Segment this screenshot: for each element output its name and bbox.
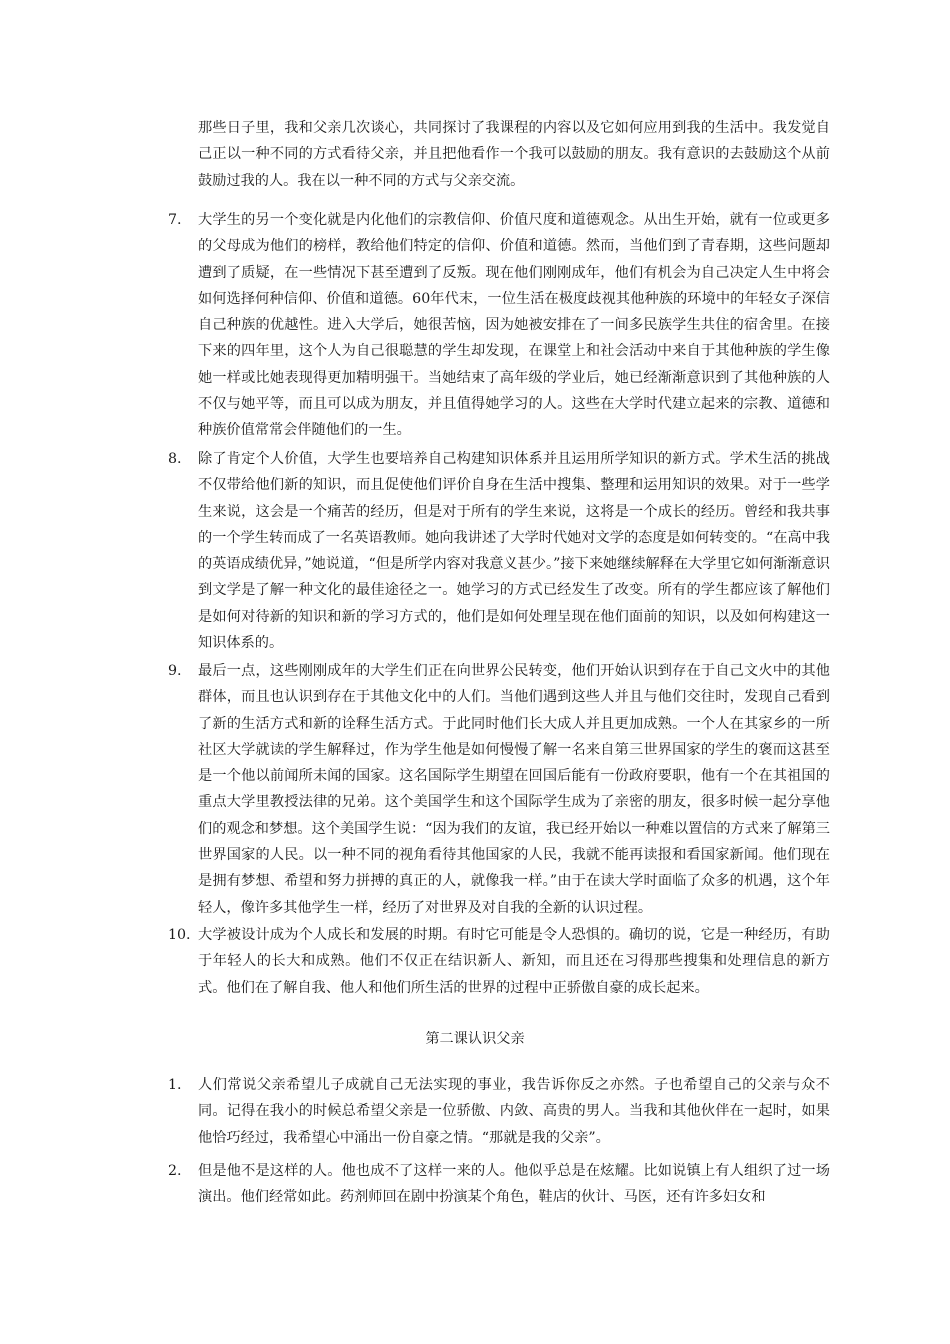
paragraph-number: 7. xyxy=(168,212,182,228)
paragraph-text: 人们常说父亲希望儿子成就自己无法实现的事业，我告诉你反之亦然。子也希望自己的父亲与众不同。记得在我小的时候总希望父亲是一位骄傲、内敛、高贵的男人。当我和其他伙伴在一起时，如果他恰巧经过，我希望心中涌出一份自豪之情。“那就是我的父亲”。 xyxy=(198,1077,830,1146)
paragraph-text: 大学生的另一个变化就是内化他们的宗教信仰、价值尺度和道德观念。从出生开始，就有一位或更多的父母成为他们的榜样，教给他们特定的信仰、价值和道德。然而，当他们到了青春期，这些问题却遭到了质疑，在一些情况下甚至遭到了反叛。现在他们刚刚成年，他们有机会为自己决定人生中将会如何选择何种信仰、价值和道德。60年代末，一位生活在极度歧视其他种族的环境中的年轻女子深信自己种族的优越性。进入大学后，她很苦恼，因为她被安排在了一间多民族学生共住的宿舍里。在接下来的四年里，这个人为自己很聪慧的学生却发现，在课堂上和社会活动中来自于其他种族的学生像她一样或比她表现得更加精明强干。当她结束了高年级的学业后，她已经渐渐意识到了其他种族的人不仅与她平等，而且可以成为朋友，并且值得她学习的人。这些在大学时代建立起来的宗教、道德和种族价值常常会伴随他们的一生。 xyxy=(198,212,830,439)
paragraph-number: 8. xyxy=(168,451,182,467)
paragraph-9 xyxy=(170,658,830,921)
paragraph-number: 2. xyxy=(168,1163,182,1179)
paragraph-number: 1. xyxy=(168,1077,182,1093)
paragraph-text: 除了肯定个人价值，大学生也要培养自己构建知识体系并且运用所学知识的新方式。学术生活的挑战不仅带给他们新的知识，而且促使他们评价自身在生活中搜集、整理和运用知识的效果。对于一些学生来说，这会是一个痛苦的经历，但是对于所有的学生来说，这将是一个成长的经历。曾经和我共事的一个学生转而成了一名英语教师。她向我讲述了大学时代她对文学的态度是如何转变的。“在高中我的英语成绩优异，”她说道，“但是所学内容对我意义甚少。”接下来她继续解释在大学里它如何渐渐意识到文学是了解一种文化的最佳途径之一。她学习的方式已经发生了改变。所有的学生都应该了解他们是如何对待新的知识和新的学习方式的，他们是如何处理呈现在他们面前的知识，以及如何构建这一知识体系的。 xyxy=(198,451,830,652)
paragraph-text: 大学被设计成为个人成长和发展的时期。有时它可能是令人恐惧的。确切的说，它是一种经历，有助于年轻人的长大和成熟。他们不仅正在结识新人、新知，而且还在习得那些搜集和处理信息的新方式。他们在了解自我、他人和他们所生活的世界的过程中正骄傲自豪的成长起来。 xyxy=(198,927,830,996)
paragraph-number: 9. xyxy=(168,663,182,679)
paragraph-text: 但是他不是这样的人。他也成不了这样一来的人。他似乎总是在炫耀。比如说镇上有人组织了过一场演出。他们经常如此。药剂师回在剧中扮演某个角色，鞋店的伙计、马医，还有许多妇女和 xyxy=(198,1163,830,1206)
lesson2-paragraph-2 xyxy=(170,1158,830,1211)
paragraph-6-continued: 那些日子里，我和父亲几次谈心，共同探讨了我课程的内容以及它如何应用到我的生活中。我发觉自己正以一种不同的方式看待父亲，并且把他看作一个我可以鼓励的朋友。我有意识的去鼓励这个从前鼓励过我的人。我在以一种不同的方式与父亲交流。 xyxy=(198,120,830,189)
paragraph-number: 10. xyxy=(168,927,191,943)
paragraph-7 xyxy=(170,207,830,444)
paragraph-8 xyxy=(170,446,830,656)
paragraph-10 xyxy=(170,922,830,1001)
lesson2-paragraph-1 xyxy=(170,1072,830,1151)
paragraph-text: 最后一点，这些刚刚成年的大学生们正在向世界公民转变，他们开始认识到存在于自己文火中的其他群体，而且也认识到存在于其他文化中的人们。当他们遇到这些人并且与他们交往时，发现自己看到了新的生活方式和新的诠释生活方式。于此同时他们长大成人并且更加成熟。一个人在其家乡的一所社区大学就读的学生解释过，作为学生他是如何慢慢了解一名来自第三世界国家的学生的褒而这甚至是一个他以前闻所未闻的国家。这名国际学生期望在回国后能有一份政府要职，他有一个在其祖国的重点大学里教授法律的兄弟。这个美国学生和这个国际学生成为了亲密的朋友，很多时候一起分享他们的观念和梦想。这个美国学生说：“因为我们的友谊，我已经开始以一种难以置信的方式来了解第三世界国家的人民。以一种不同的视角看待其他国家的人民，我就不能再读报和看国家新闻。他们现在是拥有梦想、希望和努力拼搏的真正的人，就像我一样。”由于在读大学时面临了众多的机遇，这个年轻人，像许多其他学生一样，经历了对世界及对自我的全新的认识过程。 xyxy=(198,663,830,916)
section-title: 第二课认识父亲 xyxy=(425,1031,525,1047)
